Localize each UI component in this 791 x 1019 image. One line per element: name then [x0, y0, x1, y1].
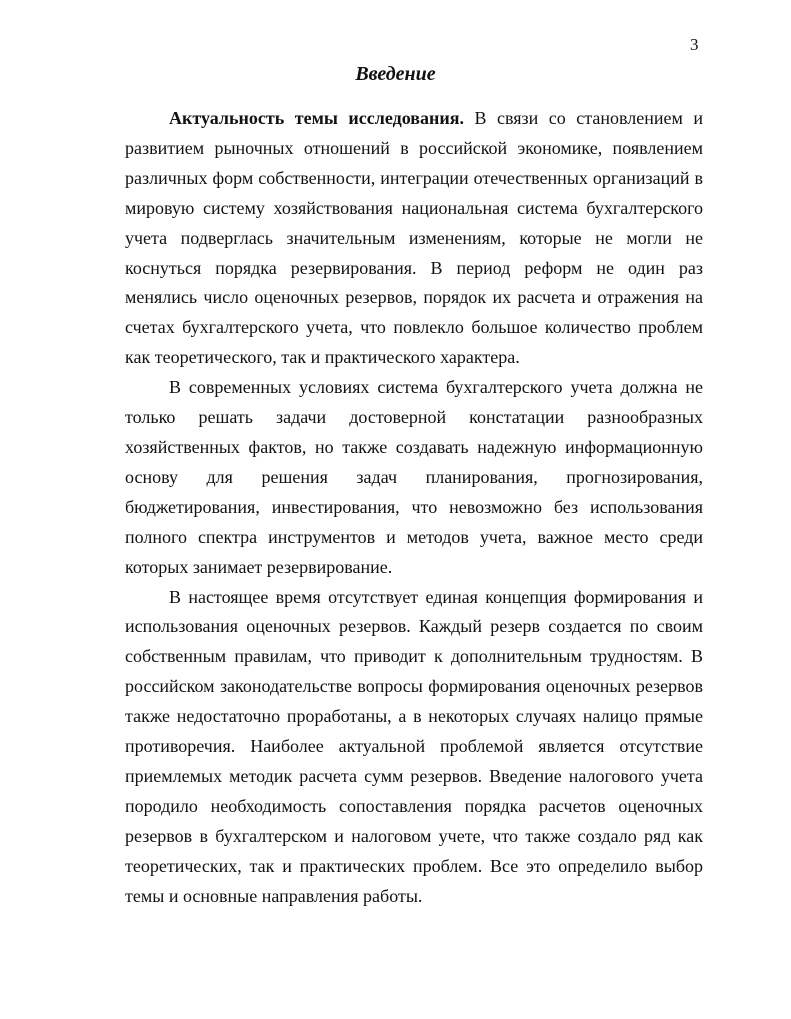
paragraph-text: В настоящее время отсутствует единая концепция формирования и использования оценочных резервов. Каждый резерв создается по своим собственным правилам, что приводит к дополнительным трудностям. В российском законодательстве вопросы формирования оценочных резервов также недостаточно проработаны, а в некоторых случаях налицо прямые противоречия. Наиболее актуальной проблемой является отсутствие приемлемых методик расчета сумм резервов. Введение налогового учета породило необходимость сопоставления порядка расчетов оценочных резервов в бухгалтерском и налоговом учете, что также создало ряд как теоретических, так и практических проблем. Все это определило выбор темы и основные направления работы.	[125, 586, 703, 906]
page-title: Введение	[355, 63, 436, 85]
paragraph-relevance	[125, 104, 703, 373]
page-number: 3	[690, 35, 699, 54]
paragraph-text: В связи со становлением и развитием рыночных отношений в российской экономике, появлением различных форм собственности, интеграции отечественных организаций в мировую систему хозяйствования национальная система бухгалтерского учета подверглась значительным изменениям, которые не могли не коснуться порядка резервирования. В период реформ не один раз менялись число оценочных резервов, порядок их расчета и отражения на счетах бухгалтерского учета, что повлекло большое количество проблем как теоретического, так и практического характера.	[125, 108, 704, 368]
paragraph-modern-conditions	[125, 373, 703, 582]
document-body	[125, 104, 703, 911]
paragraph-text: В современных условиях система бухгалтерского учета должна не только решать задачи достоверной констатации разнообразных хозяйственных фактов, но также создавать надежную информационную основу для решения задач планирования, прогнозирования, бюджетирования, инвестирования, что невозможно без использования полного спектра инструментов и методов учета, важное место среди которых занимает резервирование.	[125, 377, 703, 577]
paragraph-lead: Актуальность темы исследования.	[169, 108, 464, 128]
paragraph-current-state	[125, 583, 703, 912]
